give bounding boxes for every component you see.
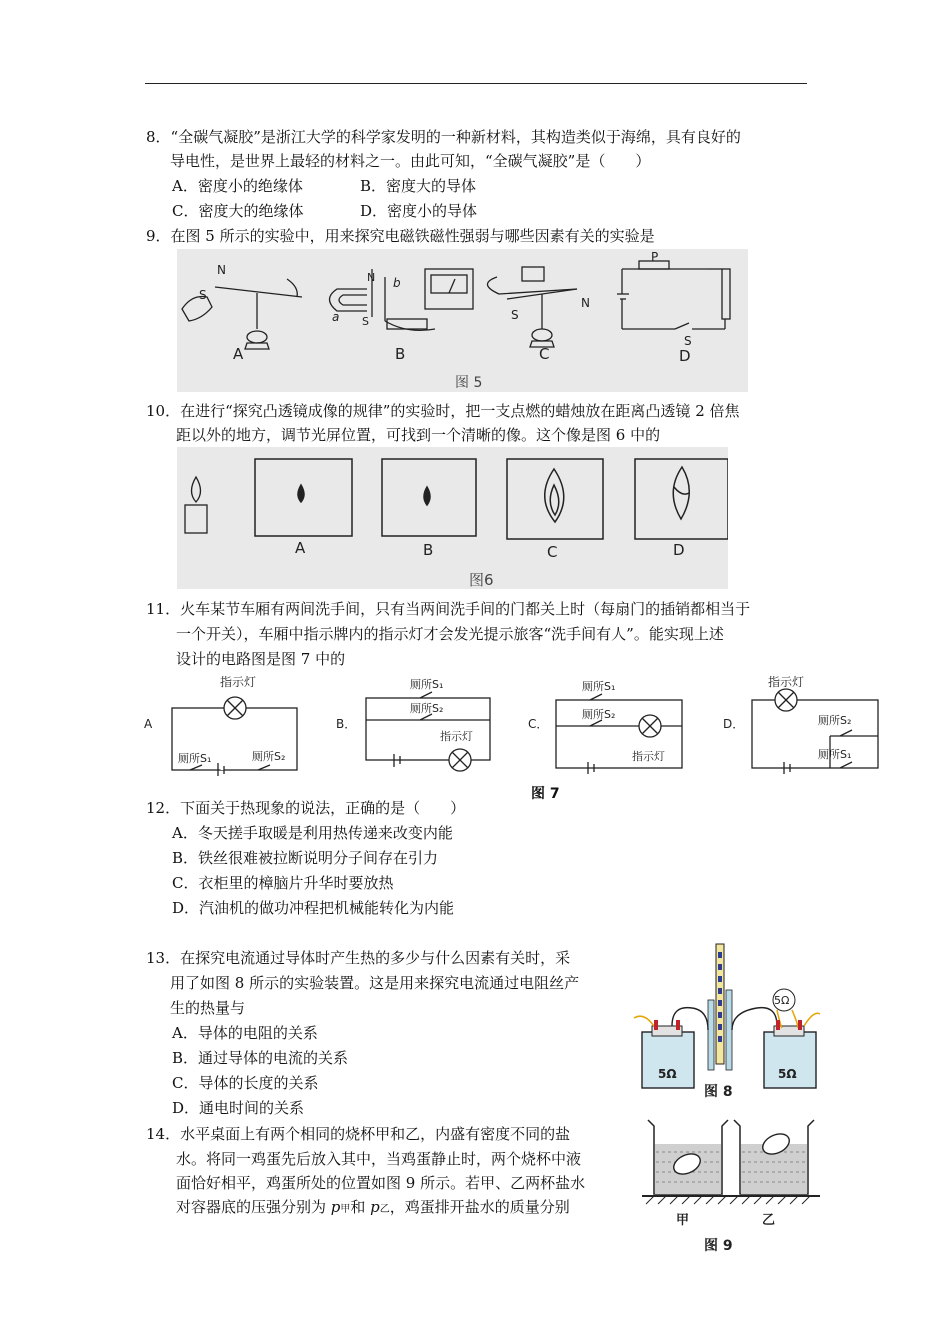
circuit-c-lamp-label: 指示灯 (632, 750, 665, 763)
figure-6 (177, 447, 728, 589)
fig5-a-s-pole: S (199, 288, 207, 302)
q14-stem-line2: 水。将同一鸡蛋先后放入其中，当鸡蛋静止时，两个烧杯中液 (176, 1150, 582, 1168)
q13-option-a: A．导体的电阻的关系 (172, 1024, 318, 1042)
fig5-d-s: S (684, 334, 692, 348)
fig5-caption: 图 5 (455, 375, 483, 391)
q11-stem-line3: 设计的电路图是图 7 中的 (176, 650, 346, 668)
circuit-b-lamp-label: 指示灯 (440, 730, 473, 743)
fig8-left-resistor: 5Ω (658, 1067, 677, 1081)
fig8-external-resistor: 5Ω (774, 994, 790, 1007)
circuit-a-s1-label: 厕所S₁ (178, 752, 212, 765)
fig6-label-c: C (547, 543, 558, 561)
fig5-a-n-pole: N (217, 263, 226, 277)
fig9-label-yi: 乙 (762, 1213, 776, 1228)
fig6-screen-a (255, 459, 352, 536)
q14-stem-line1: 14．水平桌面上有两个相同的烧杯甲和乙，内盛有密度不同的盐 (146, 1125, 571, 1143)
q10-stem-line2: 距以外的地方，调节光屏位置，可找到一个清晰的像。这个像是图 6 中的 (176, 426, 661, 444)
circuit-d-lamp-label: 指示灯 (768, 675, 805, 689)
fig9-caption: 图 9 (704, 1238, 733, 1254)
q13-stem-line3: 生的热量与 (170, 999, 246, 1017)
fig5-c-n: N (581, 296, 590, 310)
q9-stem: 9．在图 5 所示的实验中，用来探究电磁铁磁性强弱与哪些因素有关的实验是 (146, 227, 655, 245)
fig5-label-b: B (395, 345, 406, 363)
q12-option-b: B．铁丝很难被拉断说明分子间存在引力 (172, 849, 439, 867)
q8-option-b: B．密度大的导体 (360, 177, 477, 195)
figure-7 (140, 670, 885, 776)
fig6-screen-b (382, 459, 476, 536)
circuit-d-s1-label: 厕所S₁ (818, 748, 852, 761)
q13-stem-line2: 用了如图 8 所示的实验装置。这是用来探究电流通过电阻丝产 (170, 974, 580, 992)
fig6-label-a: A (295, 539, 306, 557)
q14-line4-end: ，鸡蛋排开盐水的质量分别 (389, 1198, 570, 1216)
fig9-label-jia: 甲 (676, 1213, 690, 1228)
circuit-b-s2-label: 厕所S₂ (410, 702, 444, 715)
fig7-caption: 图 7 (531, 786, 560, 802)
fig8-right-resistor: 5Ω (778, 1067, 797, 1081)
figure-8 (632, 940, 822, 1100)
fig5-apparatus-d (617, 261, 730, 329)
circuit-a-option: A (144, 717, 153, 731)
q12-option-c: C．衣柜里的樟脑片升华时要放热 (172, 874, 394, 892)
circuit-c-s2-label: 厕所S₂ (582, 708, 616, 721)
fig5-apparatus-c (487, 267, 577, 347)
fig8-caption: 图 8 (704, 1084, 733, 1100)
q13-option-c: C．导体的长度的关系 (172, 1074, 319, 1092)
fig5-b-n: N (367, 271, 376, 284)
q8-stem-line1: 8．“全碳气凝胶”是浙江大学的科学家发明的一种新材料，其构造类似于海绵，具有良好的 (146, 128, 741, 146)
circuit-b-option: B． (336, 717, 357, 731)
q14-p-symbol-2: p (370, 1198, 380, 1216)
circuit-a-s2-label: 厕所S₂ (252, 750, 286, 763)
fig5-b-b: b (393, 276, 401, 290)
circuit-a-lamp-label: 指示灯 (220, 675, 257, 689)
circuit-d-option: D． (723, 717, 745, 731)
q11-stem-line1: 11．火车某节车厢有两间洗手间，只有当两间洗手间的门都关上时（每扇门的插销都相当于 (146, 600, 751, 618)
fig5-b-a: a (332, 310, 340, 324)
q8-option-d: D．密度小的导体 (360, 202, 478, 220)
figure-9 (640, 1114, 822, 1260)
circuit-c-s1-label: 厕所S₁ (582, 680, 616, 693)
fig6-screen-d (635, 459, 728, 539)
fig5-d-p: P (651, 250, 659, 264)
fig6-caption: 图6 (469, 571, 494, 589)
fig6-candle (185, 477, 207, 533)
fig5-apparatus-b (330, 269, 474, 330)
fig6-label-b: B (423, 541, 434, 559)
q14-and: 和 (350, 1198, 371, 1216)
fig5-label-a: A (233, 345, 244, 363)
q14-line4-start: 对容器底的压强分别为 (176, 1198, 331, 1216)
q13-option-d: D．通电时间的关系 (172, 1099, 305, 1117)
q8-option-a: A．密度小的绝缘体 (172, 177, 303, 195)
circuit-b-s1-label: 厕所S₁ (410, 678, 444, 691)
circuit-d (752, 689, 878, 774)
q14-stem-line4 (176, 1197, 570, 1220)
q14-stem-line3: 面恰好相平，鸡蛋所处的位置如图 9 所示。若甲、乙两杯盐水 (176, 1174, 586, 1192)
circuit-d-s2-label: 厕所S₂ (818, 714, 852, 727)
fig6-screen-c (507, 459, 603, 539)
q8-option-c: C．密度大的绝缘体 (172, 202, 304, 220)
q14-p-symbol-1: p (330, 1198, 341, 1216)
q8-stem-line2: 导电性，是世界上最轻的材料之一。由此可知，“全碳气凝胶”是（ ） (170, 152, 651, 170)
q13-option-b: B．通过导体的电流的关系 (172, 1049, 349, 1067)
header-rule (145, 83, 807, 84)
q12-stem: 12．下面关于热现象的说法，正确的是（ ） (146, 799, 466, 817)
fig5-label-c: C (539, 345, 550, 363)
fig5-b-s: S (362, 315, 369, 328)
fig5-label-d: D (679, 347, 691, 365)
figure-5 (177, 249, 748, 392)
q12-option-a: A．冬天搓手取暖是利用热传递来改变内能 (172, 824, 453, 842)
q10-stem-line1: 10．在进行“探究凸透镜成像的规律”的实验时，把一支点燃的蜡烛放在距离凸透镜 2 倍焦 (146, 402, 740, 420)
fig5-c-s: S (511, 308, 519, 322)
fig6-label-d: D (673, 541, 685, 559)
q12-option-d: D．汽油机的做功冲程把机械能转化为内能 (172, 899, 455, 917)
circuit-c-option: C． (528, 717, 549, 731)
q14-sub-jia: 甲 (340, 1204, 351, 1215)
q14-sub-yi: 乙 (379, 1204, 390, 1215)
q11-stem-line2: 一个开关），车厢中指示牌内的指示灯才会发光提示旅客“洗手间有人”。能实现上述 (176, 625, 724, 643)
q13-stem-line1: 13．在探究电流通过导体时产生热的多少与什么因素有关时，采 (146, 949, 571, 967)
